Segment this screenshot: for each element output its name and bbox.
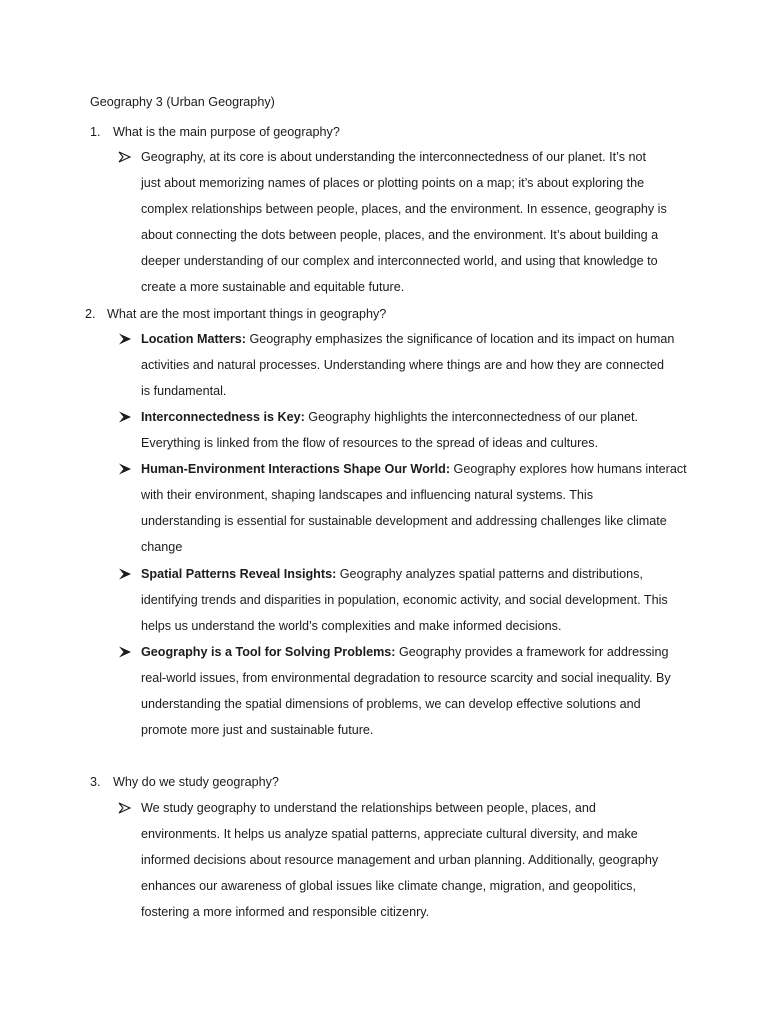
answer-line: create a more sustainable and equitable future. <box>141 280 405 295</box>
answer-line: informed decisions about resource management and urban planning. Additionally, geography <box>141 853 659 868</box>
question-2-number: 2. <box>85 307 96 321</box>
answer-line: Geography, at its core is about understanding the interconnectedness of our planet. It’s not <box>141 150 647 164</box>
item-heading: Spatial Patterns Reveal Insights: <box>141 567 337 581</box>
arrowhead-bullet-icon <box>118 332 132 346</box>
item-text: Geography provides a framework for addressing <box>395 645 669 659</box>
answer-line: just about memorizing names of places or plotting points on a map; it’s about exploring the <box>141 176 645 191</box>
answer-2-item-problem-solving <box>141 639 681 743</box>
answer-line: change <box>141 540 183 555</box>
question-2-text: What are the most important things in geography? <box>107 307 387 321</box>
answer-line: enhances our awareness of global issues like climate change, migration, and geopolitics, <box>141 879 636 894</box>
answer-line: activities and natural processes. Understanding where things are and how they are connected <box>141 358 664 373</box>
answer-2-item-human-environment <box>141 456 687 560</box>
arrowhead-bullet-icon <box>118 645 132 659</box>
answer-line: understanding is essential for sustainable development and addressing challenges like climate <box>141 514 667 529</box>
answer-line: real-world issues, from environmental degradation to resource scarcity and social inequality. By <box>141 671 671 686</box>
arrowhead-bullet-icon <box>118 567 132 581</box>
question-1-number: 1. <box>90 125 101 139</box>
question-1-text: What is the main purpose of geography? <box>113 125 340 139</box>
answer-line: identifying trends and disparities in population, economic activity, and social development. This <box>141 593 668 608</box>
answer-3-paragraph <box>141 795 681 925</box>
question-3-text: Why do we study geography? <box>113 775 279 789</box>
arrowhead-bullet-icon <box>118 150 132 164</box>
answer-2-item-spatial-patterns <box>141 561 681 639</box>
answer-line: Everything is linked from the flow of resources to the spread of ideas and cultures. <box>141 436 599 451</box>
answer-line: is fundamental. <box>141 384 227 399</box>
answer-line: understanding the spatial dimensions of problems, we can develop effective solutions and <box>141 697 641 712</box>
question-3-number: 3. <box>90 775 101 789</box>
answer-2-item-interconnectedness <box>141 404 681 456</box>
arrowhead-bullet-icon <box>118 410 132 424</box>
document-title: Geography 3 (Urban Geography) <box>90 95 275 109</box>
item-heading: Human-Environment Interactions Shape Our World: <box>141 462 451 476</box>
answer-2-item-location <box>141 326 681 404</box>
answer-line: We study geography to understand the relationships between people, places, and <box>141 801 596 815</box>
answer-line: helps us understand the world’s complexities and make informed decisions. <box>141 619 562 634</box>
answer-line: fostering a more informed and responsible citizenry. <box>141 905 430 920</box>
answer-line: deeper understanding of our complex and interconnected world, and using that knowledge to <box>141 254 658 269</box>
answer-line: complex relationships between people, places, and the environment. In essence, geography is <box>141 202 667 217</box>
item-heading: Location Matters: <box>141 332 246 346</box>
answer-line: with their environment, shaping landscapes and influencing natural systems. This <box>141 488 593 503</box>
arrowhead-bullet-icon <box>118 801 132 815</box>
item-text: Geography highlights the interconnectedness of our planet. <box>304 410 639 424</box>
item-heading: Interconnectedness is Key: <box>141 410 305 424</box>
item-text: Geography analyzes spatial patterns and distributions, <box>336 567 643 581</box>
answer-1-paragraph <box>141 144 681 301</box>
answer-line: about connecting the dots between people, places, and the environment. It’s about building a <box>141 228 659 243</box>
item-text: Geography explores how humans interact <box>450 462 687 476</box>
answer-line: promote more just and sustainable future. <box>141 723 374 738</box>
answer-line: environments. It helps us analyze spatial patterns, appreciate cultural diversity, and make <box>141 827 638 842</box>
arrowhead-bullet-icon <box>118 462 132 476</box>
item-text: Geography emphasizes the significance of location and its impact on human <box>245 332 675 346</box>
item-heading: Geography is a Tool for Solving Problems: <box>141 645 396 659</box>
